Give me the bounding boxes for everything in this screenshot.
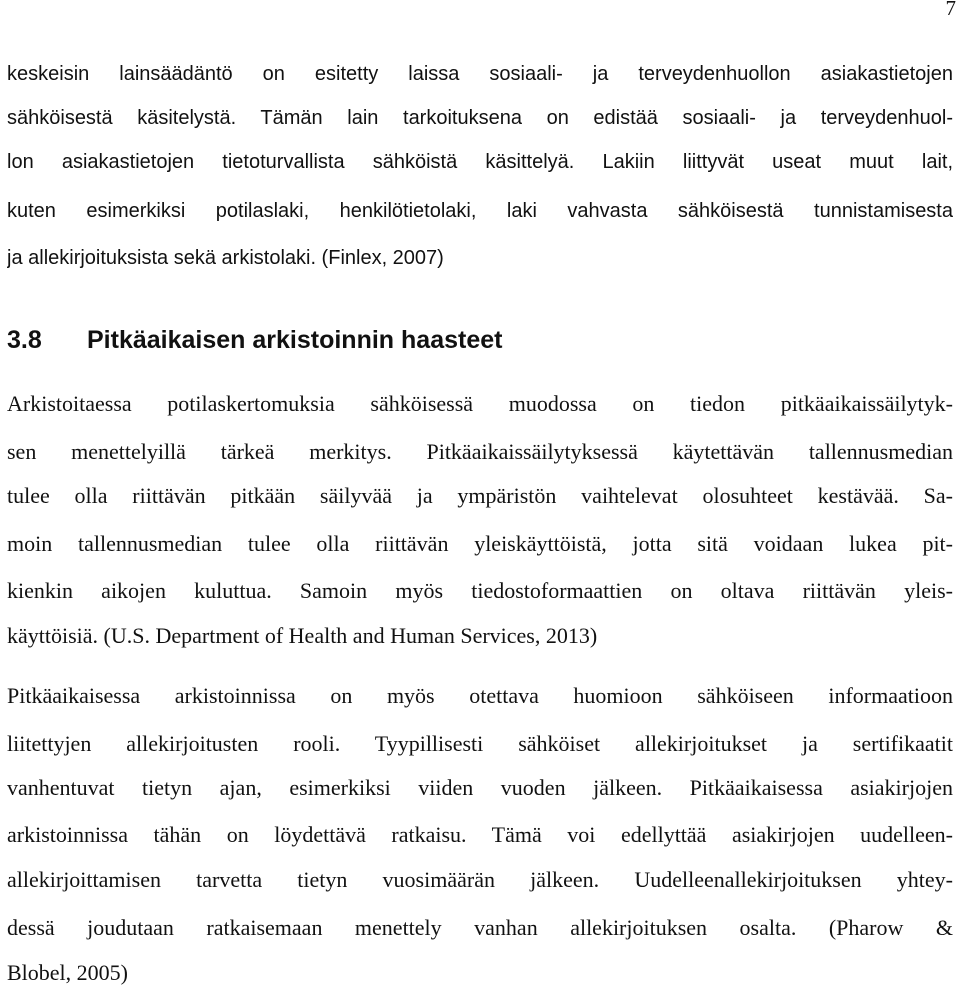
text-line: tulee olla riittävän pitkään säilyvää ja ympäristön vaihtelevat olosuhteet kestävää. Sa- <box>7 483 953 508</box>
text-line: allekirjoittamisen tarvetta tietyn vuosimäärän jälkeen. Uudelleenallekirjoituksen yhtey- <box>7 867 953 892</box>
text-line: liitettyjen allekirjoitusten rooli. Tyypillisesti sähköiset allekirjoitukset ja sertifikaatit <box>7 731 953 756</box>
text-line: kuten esimerkiksi potilaslaki, henkilötietolaki, laki vahvasta sähköisestä tunnistamisesta <box>7 200 953 222</box>
text-line: Pitkäaikaisessa arkistoinnissa on myös otettava huomioon sähköiseen informaatioon <box>7 683 953 708</box>
section-title: Pitkäaikaisen arkistoinnin haasteet <box>87 326 503 354</box>
page-number: 7 <box>945 0 956 20</box>
section-heading <box>7 322 502 358</box>
text-line: ja allekirjoituksista sekä arkistolaki. (Finlex, 2007) <box>7 247 444 269</box>
text-line: sen menettelyillä tärkeä merkitys. Pitkäaikaissäilytyksessä käytettävän tallennusmedian <box>7 439 953 464</box>
text-line: arkistoinnissa tähän on löydettävä ratkaisu. Tämä voi edellyttää asiakirjojen uudelleen- <box>7 822 953 847</box>
section-number: 3.8 <box>7 326 42 354</box>
text-line: sähköisestä käsitelystä. Tämän lain tarkoituksena on edistää sosiaali- ja terveydenhuol- <box>7 107 953 129</box>
text-line: Arkistoitaessa potilaskertomuksia sähköisessä muodossa on tiedon pitkäaikaissäilytyk- <box>7 391 953 416</box>
text-line: moin tallennusmedian tulee olla riittävän yleiskäyttöistä, jotta sitä voidaan lukea pit- <box>7 531 953 556</box>
text-line: käyttöisiä. (U.S. Department of Health and Human Services, 2013) <box>7 623 598 648</box>
text-line: lon asiakastietojen tietoturvallista sähköistä käsittelyä. Lakiin liittyvät useat muut lait, <box>7 151 953 173</box>
text-line: keskeisin lainsäädäntö on esitetty laissa sosiaali- ja terveydenhuollon asiakastietojen <box>7 63 953 85</box>
text-line: dessä joudutaan ratkaisemaan menettely vanhan allekirjoituksen osalta. (Pharow & <box>7 915 953 940</box>
text-line: kienkin aikojen kuluttua. Samoin myös tiedostoformaattien on oltava riittävän yleis- <box>7 578 953 603</box>
text-line: vanhentuvat tietyn ajan, esimerkiksi viiden vuoden jälkeen. Pitkäaikaisessa asiakirjojen <box>7 775 953 800</box>
text-line: Blobel, 2005) <box>7 960 128 985</box>
